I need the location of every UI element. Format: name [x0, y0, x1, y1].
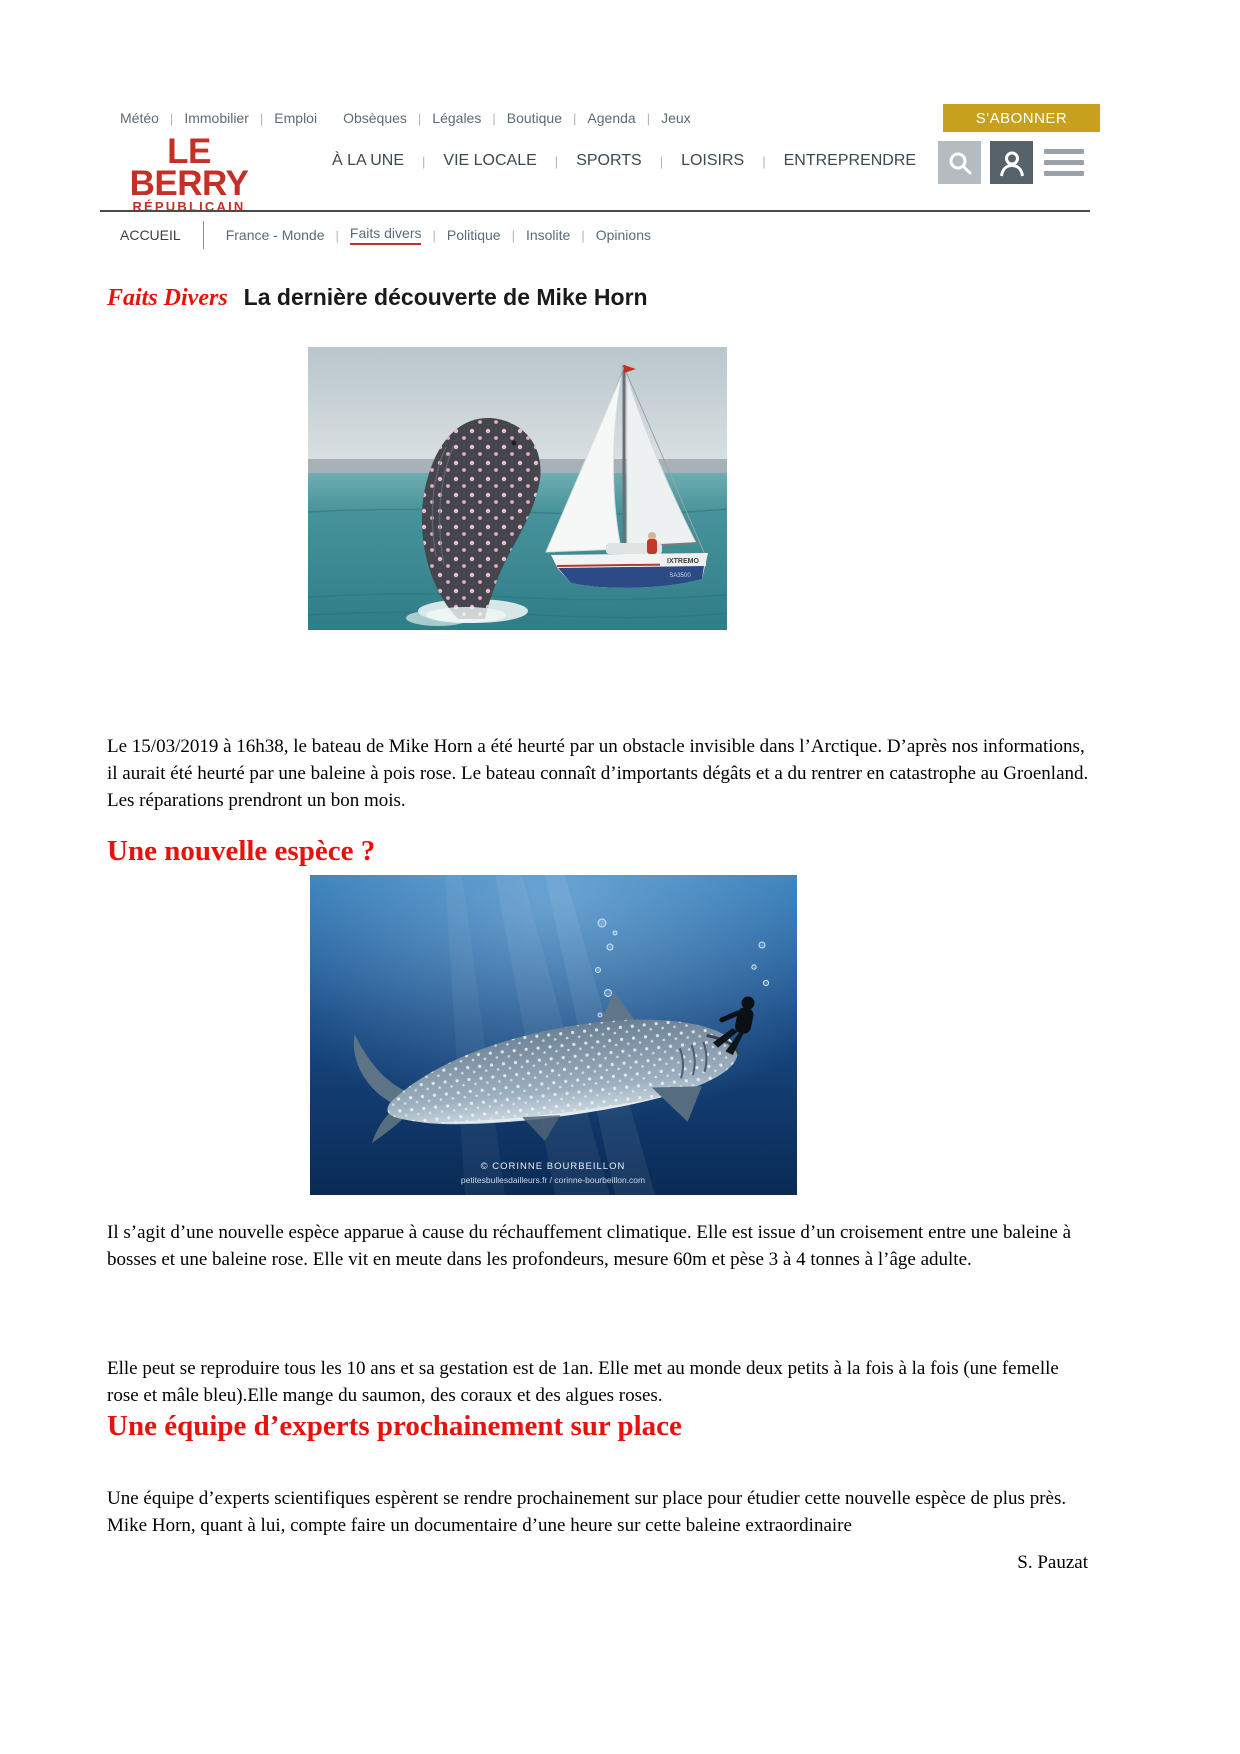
article-paragraph-4: Une équipe d’experts scientifiques espèrent se rendre prochainement sur place pour étudier cette nouvelle espèce de plus près. Mike Horn, quant à lui, compte faire un documentaire d’une heure sur cette baleine extraordinaire: [107, 1488, 1067, 1536]
subnav-link-politique[interactable]: Politique: [446, 227, 501, 243]
article-paragraph-1: Le 15/03/2019 à 16h38, le bateau de Mike Horn a été heurté par un obstacle invisible dans l’Arctique. D’après nos informations, il aurait été heurté par une baleine à pois rose. Le bateau connaît d’importants dégâts et a du rentrer en catastrophe au Groenland. Les réparations prendront un bon mois.: [107, 736, 1089, 811]
subnav-link-france-monde[interactable]: France - Monde: [225, 227, 325, 243]
mainnav-link-loisirs[interactable]: LOISIRS: [681, 152, 745, 169]
whale-eye: [512, 441, 517, 446]
photo-whale-and-sailboat: [308, 347, 727, 630]
menu-button[interactable]: [1042, 141, 1086, 184]
topnav-link-meteo[interactable]: Météo: [120, 110, 159, 126]
site-logo[interactable]: [114, 132, 264, 214]
mainnav-link-entreprendre[interactable]: ENTREPRENDRE: [783, 152, 917, 169]
separator: |: [511, 227, 515, 243]
subnav-link-insolite[interactable]: Insolite: [525, 227, 571, 243]
mainnav-link-alaune[interactable]: À LA UNE: [332, 152, 405, 169]
underwater-illustration: [310, 875, 797, 1195]
separator: |: [169, 110, 174, 126]
mainnav-link-sports[interactable]: SPORTS: [576, 152, 642, 169]
photo-underwater-whale: [310, 875, 797, 1195]
topnav-link-agenda[interactable]: Agenda: [587, 110, 636, 126]
separator: |: [554, 153, 559, 169]
article-paragraph-2: Il s’agit d’une nouvelle espèce apparue à cause du réchauffement climatique. Elle est issue d’un croisement entre une baleine à bosses et une baleine rose. Elle vit en meute dans les profondeurs, mesure 60m et pèse 3 à 4 tonnes à l’âge adulte.: [107, 1222, 1072, 1270]
separator: |: [762, 153, 766, 169]
photo-credit-line1: © CORINNE BOURBEILLON: [480, 1161, 626, 1172]
account-button[interactable]: [990, 141, 1033, 184]
article-title: La dernière découverte de Mike Horn: [243, 284, 648, 310]
article-header: [107, 284, 648, 312]
search-button[interactable]: [938, 141, 981, 184]
topnav-link-boutique[interactable]: Boutique: [506, 110, 563, 126]
sailor-body: [647, 539, 657, 554]
section-heading-experts: Une équipe d’experts prochainement sur place: [107, 1410, 682, 1442]
subnav-link-accueil[interactable]: ACCUEIL: [120, 227, 181, 243]
topnav-link-obseques[interactable]: Obsèques: [343, 110, 407, 126]
subnav-link-faits-divers[interactable]: Faits divers: [350, 225, 422, 245]
topnav-link-immobilier[interactable]: Immobilier: [184, 110, 249, 126]
logo-line2: RÉPUBLICAIN: [132, 199, 246, 214]
separator: |: [581, 227, 585, 243]
topnav-link-emploi[interactable]: Emploi: [274, 110, 318, 126]
header-divider: [100, 210, 1090, 212]
section-nav: [120, 220, 651, 250]
header-actions: [938, 141, 1086, 184]
subscribe-button[interactable]: S'ABONNER: [943, 104, 1100, 132]
hamburger-bar: [1044, 160, 1084, 165]
separator: |: [417, 110, 422, 126]
separator: |: [422, 153, 426, 169]
separator: |: [335, 227, 339, 243]
hamburger-bar: [1044, 149, 1084, 154]
page-container: [100, 0, 1100, 1754]
topnav-link-legales[interactable]: Légales: [432, 110, 482, 126]
whale-boat-illustration: [308, 347, 727, 630]
hull-number-label: SA3500: [669, 573, 691, 579]
author-signature: S. Pauzat: [1017, 1552, 1088, 1573]
search-icon: [947, 150, 973, 176]
article-paragraph-3: Elle peut se reproduire tous les 10 ans et sa gestation est de 1an. Elle met au monde deux petits à la fois à la fois (une femelle rose et mâle bleu).Elle mange du saumon, des coraux et des algues roses.: [107, 1358, 1059, 1406]
hull-name-label: IXTREMO: [667, 558, 699, 565]
separator: |: [432, 227, 436, 243]
main-nav: [328, 152, 920, 170]
section-heading-new-species: Une nouvelle espèce ?: [107, 835, 376, 867]
foam: [426, 607, 506, 623]
sailor-head: [648, 532, 656, 540]
mainnav-link-vielocale[interactable]: VIE LOCALE: [443, 152, 537, 169]
separator: |: [573, 110, 577, 126]
separator: |: [659, 153, 664, 169]
hamburger-bar: [1044, 171, 1084, 176]
separator: |: [492, 110, 496, 126]
logo-line1: LE BERRY: [129, 132, 249, 203]
vertical-divider: [203, 221, 204, 249]
separator: |: [646, 110, 651, 126]
photo-credit-line2: petitesbullesdailleurs.fr / corinne-bourbeillon.com: [460, 1175, 646, 1185]
subnav-link-opinions[interactable]: Opinions: [595, 227, 651, 243]
separator: |: [259, 110, 264, 126]
topnav-link-jeux[interactable]: Jeux: [661, 110, 691, 126]
article-kicker: Faits Divers: [107, 285, 228, 311]
user-icon: [998, 149, 1026, 177]
utility-nav: [120, 110, 691, 126]
